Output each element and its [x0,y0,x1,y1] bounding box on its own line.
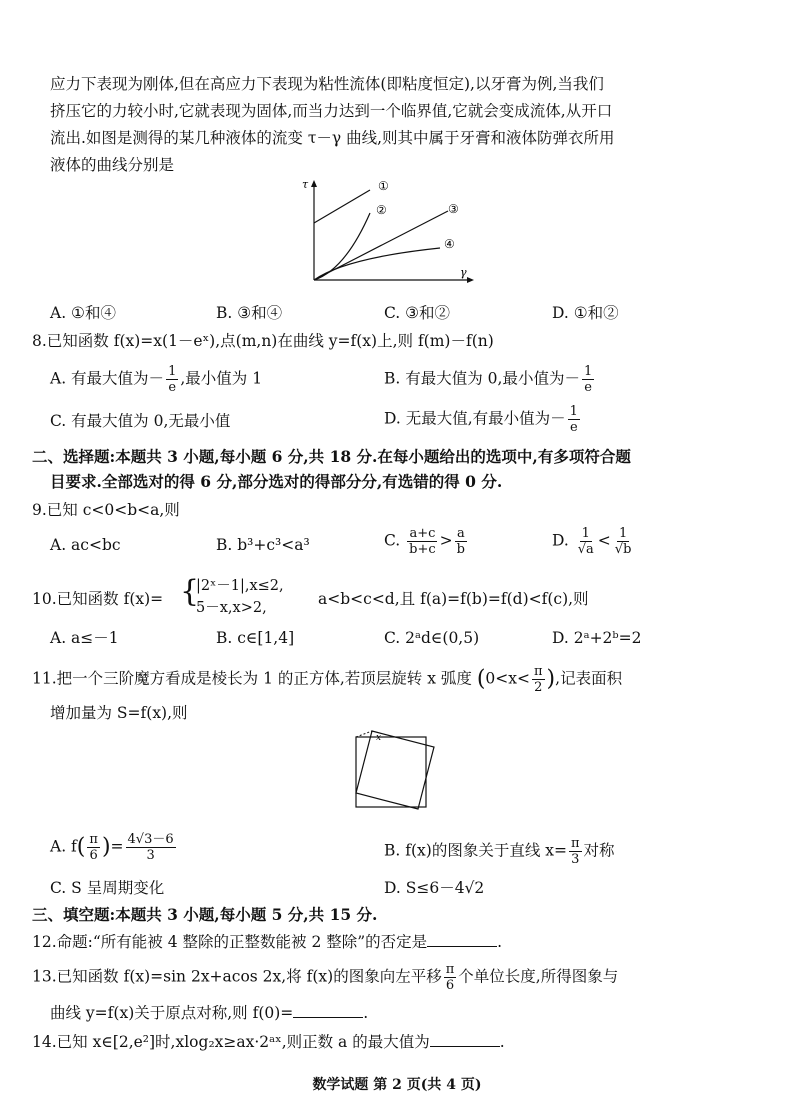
fraction: $\frac{\pi}{2}$ [534,664,543,695]
q7-option-d: D. ①和② [552,304,619,322]
fraction: $\frac{1}{e}$ [583,364,593,395]
curve-4 [314,248,440,280]
fraction: $\frac{1}{e}$ [168,364,177,395]
q9-option-c: C. $\frac{a+c}{b+c}$ > $\frac{a}{b}$ [384,526,465,557]
intro-line-3: 流出.如图是测得的某几种液体的流变 τ－γ 曲线,则其中属于牙膏和液体防弹衣所用 [50,129,615,147]
x-axis-label: γ [460,266,467,279]
fraction: $\frac{1}{√b}$ [614,526,632,557]
q10-case-1: |2ˣ－1|,x≤2, [196,578,284,594]
q11-line-1: 11.把一个三阶魔方看成是棱长为 1 的正方体,若顶层旋转 x 弧度 (0<x< $\frac{\pi}{2}$ ),记表面积 [32,664,623,695]
y-axis-label: τ [302,178,309,191]
curve-2 [314,213,370,280]
answer-blank[interactable] [427,930,497,947]
q10-option-c: C. 2ᵃd∈(0,5) [384,629,480,647]
q11-option-d: D. S≤6－4√2 [384,879,485,897]
q9-option-b: B. b³+c³<a³ [216,536,310,554]
section-2-heading-line-1: 二、选择题:本题共 3 小题,每小题 6 分,共 18 分.在每小题给出的选项中,有多项符合题 [32,447,631,466]
q10-case-2: 5－x,x>2, [196,600,267,616]
q10-option-d: D. 2ᵃ+2ᵇ=2 [552,629,642,647]
fraction: $\frac{\pi}{3}$ [570,836,580,867]
q10-condition: a<b<c<d,且 f(a)=f(b)=f(d)<f(c),则 [318,590,589,608]
intro-line-2: 挤压它的力较小时,它就表现为固体,而当力达到一个临界值,它就会变成流体,从开口 [50,102,613,120]
q7-option-c: C. ③和② [384,304,451,322]
q11-option-a: A. f( $\frac{\pi}{6}$ )= $\frac{4√3-6}{3}$ [50,832,174,863]
q10-option-b: B. c∈[1,4] [216,629,295,647]
angle-label: x [376,733,382,743]
answer-blank[interactable] [430,1030,500,1047]
q13-line-1: 13.已知函数 f(x)=sin 2x+acos 2x,将 f(x)的图象向左平移 $\frac{\pi}{6}$ 个单位长度,所得图象与 [32,962,619,993]
intro-line-1: 应力下表现为刚体,但在高应力下表现为粘性流体(即粘度恒定),以牙膏为例,当我们 [50,75,604,93]
answer-blank[interactable] [293,1001,363,1018]
curve-label-2: ② [376,203,387,217]
rheology-curve-figure [300,178,480,288]
fraction: $\frac{\pi}{6}$ [89,832,98,863]
q10-prefix: 10.已知函数 f(x)= [32,590,164,608]
fraction: $\frac{1}{e}$ [569,404,578,435]
q8-option-d: D. 无最大值,有最小值为－ $\frac{1}{e}$ [384,404,578,435]
fraction: $\frac{a+c}{b+c}$ [409,526,436,557]
q13-line-2: 曲线 y=f(x)关于原点对称,则 f(0)= . [50,1001,368,1024]
q12: 12.命题:“所有能被 4 整除的正整数能被 2 整除”的否定是 . [32,930,502,953]
q14: 14.已知 x∈[2,e²]时,xlog₂x≥ax·2ᵃˣ,则正数 a 的最大值为 . [32,1030,505,1053]
q9-stem: 9.已知 c<0<b<a,则 [32,501,180,519]
fraction: $\frac{a}{b}$ [456,526,465,557]
fraction: $\frac{4√3-6}{3}$ [127,832,174,863]
q8-option-a: A. 有最大值为－ $\frac{1}{e}$ ,最小值为 1 [50,364,263,395]
curve-label-1: ① [378,179,389,193]
fraction: $\frac{\pi}{6}$ [445,962,455,993]
page-footer: 数学试题 第 2 页(共 4 页) [312,1077,482,1093]
piecewise-brace: { [180,574,200,609]
q8-stem: 8.已知函数 f(x)=x(1－eˣ),点(m,n)在曲线 y=f(x)上,则 f(m)－f(n) [32,332,494,350]
q9-option-d: D. $\frac{1}{√a}$ < $\frac{1}{√b}$ [552,526,632,557]
intro-line-4: 液体的曲线分别是 [50,156,175,174]
q11-option-c: C. S 呈周期变化 [50,879,165,897]
curve-1 [314,190,370,223]
section-2-heading-line-2: 目要求.全部选对的得 6 分,部分选对的得部分分,有选错的得 0 分. [50,472,503,491]
curve-label-4: ④ [444,237,455,251]
q8-option-b: B. 有最大值为 0,最小值为－ $\frac{1}{e}$ [384,364,593,395]
fraction: $\frac{1}{√a}$ [577,526,594,557]
q9-option-a: A. ac<bc [50,536,121,554]
section-3-heading: 三、填空题:本题共 3 小题,每小题 5 分,共 15 分. [32,905,378,924]
q7-option-b: B. ③和④ [216,304,283,322]
q10-option-a: A. a≤－1 [50,629,119,647]
q11-line-2: 增加量为 S=f(x),则 [50,704,188,722]
curve-label-3: ③ [448,202,459,216]
rubik-top-layer-figure [340,727,440,819]
q11-option-b: B. f(x)的图象关于直线 x= $\frac{\pi}{3}$ 对称 [384,836,615,867]
q8-option-c: C. 有最大值为 0,无最小值 [50,412,231,430]
q7-option-a: A. ①和④ [50,304,116,322]
